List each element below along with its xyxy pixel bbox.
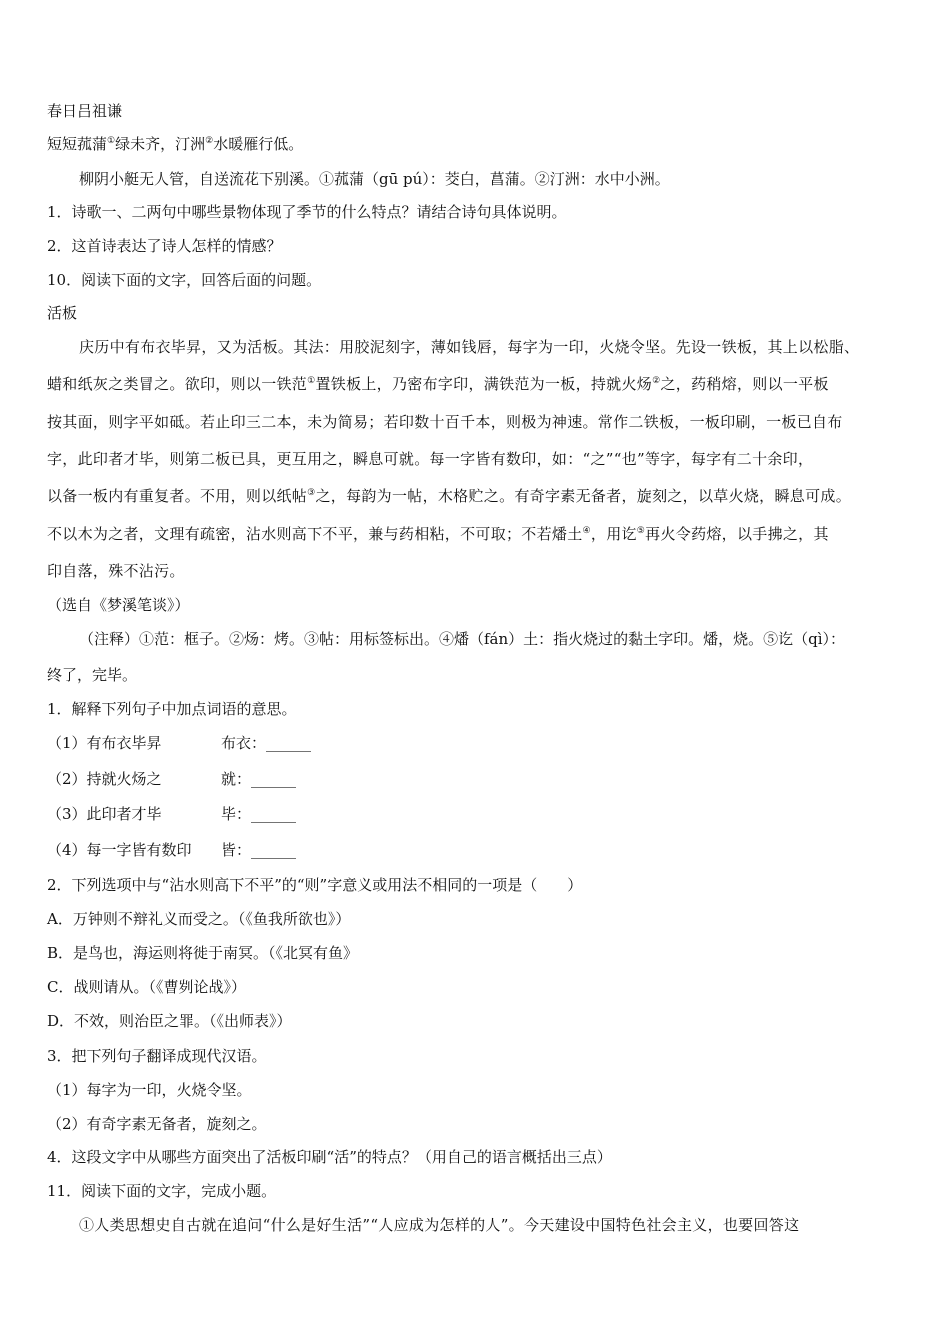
section-11-paragraph-1: ①人类思想史自古就在追问“什么是好生活”“人应成为怎样的人”。今天建设中国特色社会主义，也要回答这 <box>79 1216 800 1234</box>
passage-line-6 <box>47 524 829 544</box>
vocab-sentence: （3）此印者才毕 <box>47 805 162 823</box>
passage-line-2c: 之，药稍熔，则以一平板 <box>660 375 829 393</box>
question-10-4: 4．这段文字中从哪些方面突出了活板印刷“活”的特点？（用自己的语言概括出三点） <box>47 1148 612 1166</box>
footnote-mark-p1: ① <box>307 376 316 386</box>
footnote-mark-2: ② <box>205 136 214 146</box>
option-d[interactable]: D．不效，则治臣之罪。（《出师表》） <box>47 1012 292 1030</box>
vocab-item <box>47 804 296 824</box>
vocab-answer-blank[interactable]: 皆：______ <box>221 841 297 859</box>
passage-line-2a: 蜡和纸灰之类冒之。欲印，则以一铁范 <box>47 375 308 393</box>
vocab-item <box>47 733 311 753</box>
option-c[interactable]: C．战则请从。（《曹刿论战》） <box>47 978 246 996</box>
passage-line-5 <box>47 486 851 506</box>
poem-line-2: 柳阴小艇无人管，自送流花下别溪。①菰蒲（gū pú）：茭白，菖蒲。②汀洲：水中小洲。 <box>79 170 670 188</box>
poem-title: 春日吕祖谦 <box>47 102 123 120</box>
passage-line-3: 按其面，则字平如砥。若止印三二本，未为简易；若印数十百千本，则极为神速。常作二铁板，一板印刷，一板已自布 <box>47 413 843 431</box>
option-a[interactable]: A．万钟则不辩礼义而受之。（《鱼我所欲也》） <box>47 910 351 928</box>
section-10-heading: 10．阅读下面的文字，回答后面的问题。 <box>47 271 322 289</box>
vocab-item <box>47 840 296 860</box>
footnote-mark-p2: ② <box>652 376 661 386</box>
question-10-1: 1．解释下列句子中加点词语的意思。 <box>47 700 297 718</box>
passage-line-6a: 不以木为之者，文理有疏密，沾水则高下不平，兼与药相粘，不可取；不若燔土 <box>47 525 583 543</box>
passage-line-5b: 之，每韵为一帖，木格贮之。有奇字素无备者，旋刻之，以草火烧，瞬息可成。 <box>315 487 851 505</box>
poem-question-2: 2．这首诗表达了诗人怎样的情感？ <box>47 237 282 255</box>
footnote-mark-1: ① <box>107 136 116 146</box>
vocab-sentence: （1）有布衣毕昇 <box>47 734 162 752</box>
annotation-line-2: 终了，完毕。 <box>47 666 138 684</box>
vocab-answer-blank[interactable]: 毕：______ <box>221 805 297 823</box>
translate-item-2: （2）有奇字素无备者，旋刻之。 <box>47 1115 267 1133</box>
section-11-heading: 11．阅读下面的文字，完成小题。 <box>47 1182 277 1200</box>
poem-line-1b: 绿未齐，汀洲 <box>115 135 206 153</box>
vocab-sentence: （4）每一字皆有数印 <box>47 841 192 859</box>
option-b[interactable]: B．是鸟也，海运则将徙于南冥。（《北冥有鱼》 <box>47 944 359 962</box>
passage-source: （选自《梦溪笔谈》） <box>47 596 190 614</box>
passage-title: 活板 <box>47 304 78 322</box>
passage-line-1: 庆历中有布衣毕昇，又为活板。其法：用胶泥刻字，薄如钱唇，每字为一印，火烧令坚。先设一铁板，其上以松脂、 <box>79 338 860 356</box>
footnote-mark-p4: ④ <box>582 526 591 536</box>
vocab-item <box>47 769 296 789</box>
poem-line-1 <box>47 134 303 154</box>
passage-line-6c: 再火令药熔，以手拂之，其 <box>645 525 829 543</box>
annotation-line-1: （注释）①范：框子。②炀：烤。③帖：用标签标出。④燔（fán）土：指火烧过的黏土字印。燔，烧。⑤讫（qì）： <box>79 630 846 648</box>
vocab-answer-blank[interactable]: 布衣：______ <box>221 734 312 752</box>
passage-line-4: 字，此印者才毕，则第二板已具，更互用之，瞬息可就。每一字皆有数印，如：“之”“也”等字，每字有二十余印， <box>47 450 814 468</box>
question-10-2: 2．下列选项中与“沾水则高下不平”的“则”字意义或用法不相同的一项是（ ） <box>47 876 583 894</box>
vocab-sentence: （2）持就火炀之 <box>47 770 162 788</box>
translate-item-1: （1）每字为一印，火烧令坚。 <box>47 1081 252 1099</box>
passage-line-5a: 以备一板内有重复者。不用，则以纸帖 <box>47 487 308 505</box>
footnote-mark-p3: ③ <box>307 488 316 498</box>
passage-line-6b: ，用讫 <box>590 525 637 543</box>
poem-question-1: 1．诗歌一、二两句中哪些景物体现了季节的什么特点？请结合诗句具体说明。 <box>47 203 567 221</box>
passage-line-7: 印自落，殊不沾污。 <box>47 562 185 580</box>
question-10-3: 3．把下列句子翻译成现代汉语。 <box>47 1047 267 1065</box>
passage-line-2 <box>47 374 829 394</box>
vocab-answer-blank[interactable]: 就：______ <box>221 770 297 788</box>
passage-line-2b: 置铁板上，乃密布字印，满铁范为一板，持就火炀 <box>315 375 653 393</box>
poem-line-1c: 水暖雁行低。 <box>213 135 304 153</box>
footnote-mark-p5: ⑤ <box>636 526 646 536</box>
poem-line-1a: 短短菰蒲 <box>47 135 108 153</box>
